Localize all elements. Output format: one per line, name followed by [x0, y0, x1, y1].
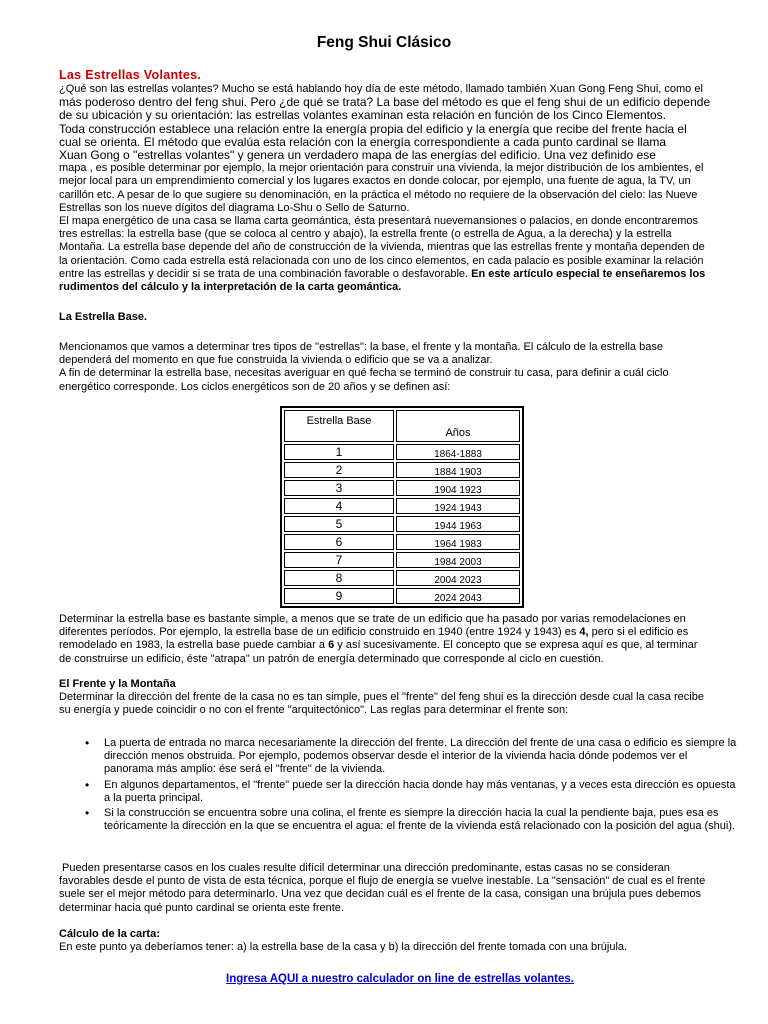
cell-estrella: 4 [284, 498, 394, 514]
intro-line: Estrellas son los nueve dígitos del diagrama Lo-Shu o Sello de Saturno. [59, 201, 410, 214]
cell-anos: 1884 1903 [396, 462, 520, 478]
intro-line: de su ubicación y su orientación: las estrellas volantes examinan esta relación en función de los Cinco Elementos. [59, 108, 667, 123]
estrella-base-table [280, 406, 524, 608]
table-row [284, 516, 520, 532]
list-item: • La puerta de entrada no marca necesariamente la dirección del frente. La dirección del frente de una casa o edificio es siempre la dirección menos obstruida. Por ejemplo, podemos observar desde el interior de la vivienda hacia dónde podemos ver el panorama más amplio: ése será el "frente" de la vivienda. [59, 737, 739, 777]
calculator-link[interactable]: Ingresa AQUI a nuestro calculador on line de estrellas volantes. [226, 973, 574, 985]
determinar-line [59, 639, 747, 652]
cell-anos: 2024 2043 [396, 588, 520, 604]
frente-line: Determinar la dirección del frente de la casa no es tan simple, pues el "frente" del feng shui es la dirección desde cual la casa recibe [59, 691, 704, 704]
list-item: • Si la construcción se encuentra sobre una colina, el frente es siempre la dirección hacia la cual la pendiente baja, pues esa es teóricamente la dirección en la que se encuentra el agua: el frente de la vivienda está relacionado con la posición del agua (shui). [59, 807, 739, 833]
determinar-text: pero si el edificio es [591, 626, 689, 639]
determinar-line [59, 626, 747, 639]
estrella-base-line: Mencionamos que vamos a determinar tres tipos de "estrellas": la base, el frente y la montaña. El cálculo de la estrella base [59, 341, 663, 353]
estrella-base-paragraph [59, 341, 747, 394]
closing-line: suele ser el mejor método para determinarlo. Una vez que decidan cuál es el frente de la casa, consigan una brújula pues debemos [59, 888, 702, 901]
intro-line: la orientación. Como cada estrella está relacionada con uno de los cinco elementos, en cada palacio es posible examinar la relación [59, 254, 704, 267]
determinar-text: remodelado en 1983, la estrella base puede cambiar a [59, 639, 326, 652]
calculo-heading: Cálculo de la carta: [59, 928, 160, 940]
cell-estrella: 7 [284, 552, 394, 568]
closing-line: Pueden presentarse casos en los cuales resulte difícil determinar una dirección predominante, estas casas no se consideran [59, 862, 670, 874]
cell-anos: 2004 2023 [396, 570, 520, 586]
cell-estrella: 2 [284, 462, 394, 478]
cell-estrella: 9 [284, 588, 394, 604]
closing-paragraph [59, 862, 747, 915]
table-row [284, 444, 520, 460]
cell-estrella: 6 [284, 534, 394, 550]
cell-anos: 1964 1983 [396, 534, 520, 550]
intro-bold-tail: En este artículo especial te enseñaremos los [471, 267, 706, 280]
closing-line: favorables desde el punto de vista de esta técnica, porque el flujo de energía se vuelve inestable. La "sensación" de cual es el frente [59, 875, 706, 888]
cell-anos: 1864-1883 [396, 444, 520, 460]
table-row [284, 570, 520, 586]
closing-line: determinar hacia qué punto cardinal se orienta este frente. [59, 901, 344, 914]
table-row [284, 552, 520, 568]
cell-estrella: 8 [284, 570, 394, 586]
intro-line: más poderoso dentro del feng shui. Pero ¿de qué se trata? La base del método es que el feng shui de un edificio depende [59, 95, 711, 110]
determinar-line: de construirse un edificio, éste "atrapa" un patrón de energía determinado que corresponde al ciclo en cuestión. [59, 652, 604, 665]
intro-bold-line [59, 281, 747, 294]
cell-anos: 1904 1923 [396, 480, 520, 496]
table-row [284, 588, 520, 604]
estrella-base-line: dependerá del momento en que fue construida la vivienda o edificio que se va a analizar. [59, 354, 493, 367]
determinar-bold: 6 [328, 639, 335, 652]
intro-line: tres estrellas: la estrella base (que se coloca al centro y abajo), la estrella frente (o estrella de Agua, a la derecha) y la estrella [59, 228, 672, 241]
section-title: Las Estrellas Volantes. [59, 68, 202, 82]
table-row [284, 498, 520, 514]
determinar-line: Determinar la estrella base es bastante simple, a menos que se trate de un edificio que ha pasado por varias remodelaciones en [59, 613, 686, 625]
cell-estrella: 1 [284, 444, 394, 460]
frente-rules [59, 737, 739, 835]
cell-anos: 1924 1943 [396, 498, 520, 514]
page-title: Feng Shui Clásico [316, 34, 452, 51]
intro-bold-text: rudimentos del cálculo y la interpretación de la carta geomántica. [59, 281, 402, 294]
cell-anos: 1944 1963 [396, 516, 520, 532]
intro-line: Montaña. La estrella base depende del año de construcción de la vivienda, mientras que las estrellas frente y montaña dependen de [59, 241, 705, 254]
header-anos: Años [396, 410, 520, 442]
intro-paragraph [59, 83, 747, 294]
table-row [284, 462, 520, 478]
intro-line: El mapa energético de una casa se llama carta geomántica, ésta presentará nuevemansiones o palacios, en donde encontraremos [59, 215, 698, 228]
calculo-line: En este punto ya deberíamos tener: a) la estrella base de la casa y b) la dirección del frente tomada con una brújula. [59, 941, 628, 954]
intro-line: mejor local para un emprendimiento comercial y los lugares exactos en donde colocar, por ejemplo, una fuente de agua, la TV, un [59, 175, 691, 188]
cell-estrella: 3 [284, 480, 394, 496]
estrella-base-line: A fin de determinar la estrella base, necesitas averiguar en qué fecha se terminó de construir tu casa, para definir a cuál ciclo [59, 367, 669, 380]
intro-line: cual se orienta. El método que evalúa esta relación con la energía correspondiente a cada punto cardinal se llama [59, 134, 667, 149]
header-estrella-base: Estrella Base [284, 410, 394, 442]
determinar-paragraph [59, 613, 747, 666]
table-row [284, 534, 520, 550]
estrella-base-heading: La Estrella Base. [59, 311, 148, 323]
intro-line: carillón etc. A pesar de lo que sugiere su denominación, en la práctica el método no requiere de la observación del cielo: las Nueve [59, 188, 698, 201]
determinar-bold: 4, [579, 626, 589, 639]
determinar-text: diferentes períodos. Por ejemplo, la estrella base de un edificio construido en 1940 (entre 1924 y 1943) es [59, 626, 577, 639]
determinar-text: y así sucesivamente. El concepto que se expresa aquí es que, al terminar [337, 639, 698, 652]
intro-line: Toda construcción establece una relación entre la energía propia del edificio y la energía que recibe del frente hacia el [59, 121, 687, 136]
intro-line: mapa , es posible determinar por ejemplo, la mejor orientación para construir una vivienda, la mejor distribución de los ambientes, el [59, 162, 704, 175]
intro-line [59, 268, 747, 281]
frente-section [59, 678, 747, 718]
estrella-base-line: energético corresponde. Los ciclos energéticos son de 20 años y se definen así: [59, 380, 451, 393]
cell-anos: 1984 2003 [396, 552, 520, 568]
intro-line-text: entre las estrellas y decidir si se trata de una combinación favorable o desfavorable. [59, 267, 469, 280]
intro-line: Xuan Gong o "estrellas volantes" y genera un verdadero mapa de las energías del edificio. Una vez definido ese [59, 148, 656, 163]
calculo-section [59, 928, 747, 954]
frente-heading: El Frente y la Montaña [59, 678, 176, 690]
table-row [284, 480, 520, 496]
frente-line: su energía y puede coincidir o no con el frente "arquitectónico". Las reglas para determinar el frente son: [59, 704, 569, 717]
list-item: • En algunos departamentos, el "frente" puede ser la dirección hacia donde hay más ventanas, y a veces esta dirección es opuesta a la puerta principal. [59, 779, 739, 805]
table-header-row [284, 410, 520, 442]
intro-line: ¿Qué son las estrellas volantes? Mucho se está hablando hoy día de este método, llamado también Xuan Gong Feng Shui, como el [59, 83, 703, 95]
cell-estrella: 5 [284, 516, 394, 532]
frente-rules-list [59, 737, 739, 833]
estrella-base-section [59, 311, 747, 324]
